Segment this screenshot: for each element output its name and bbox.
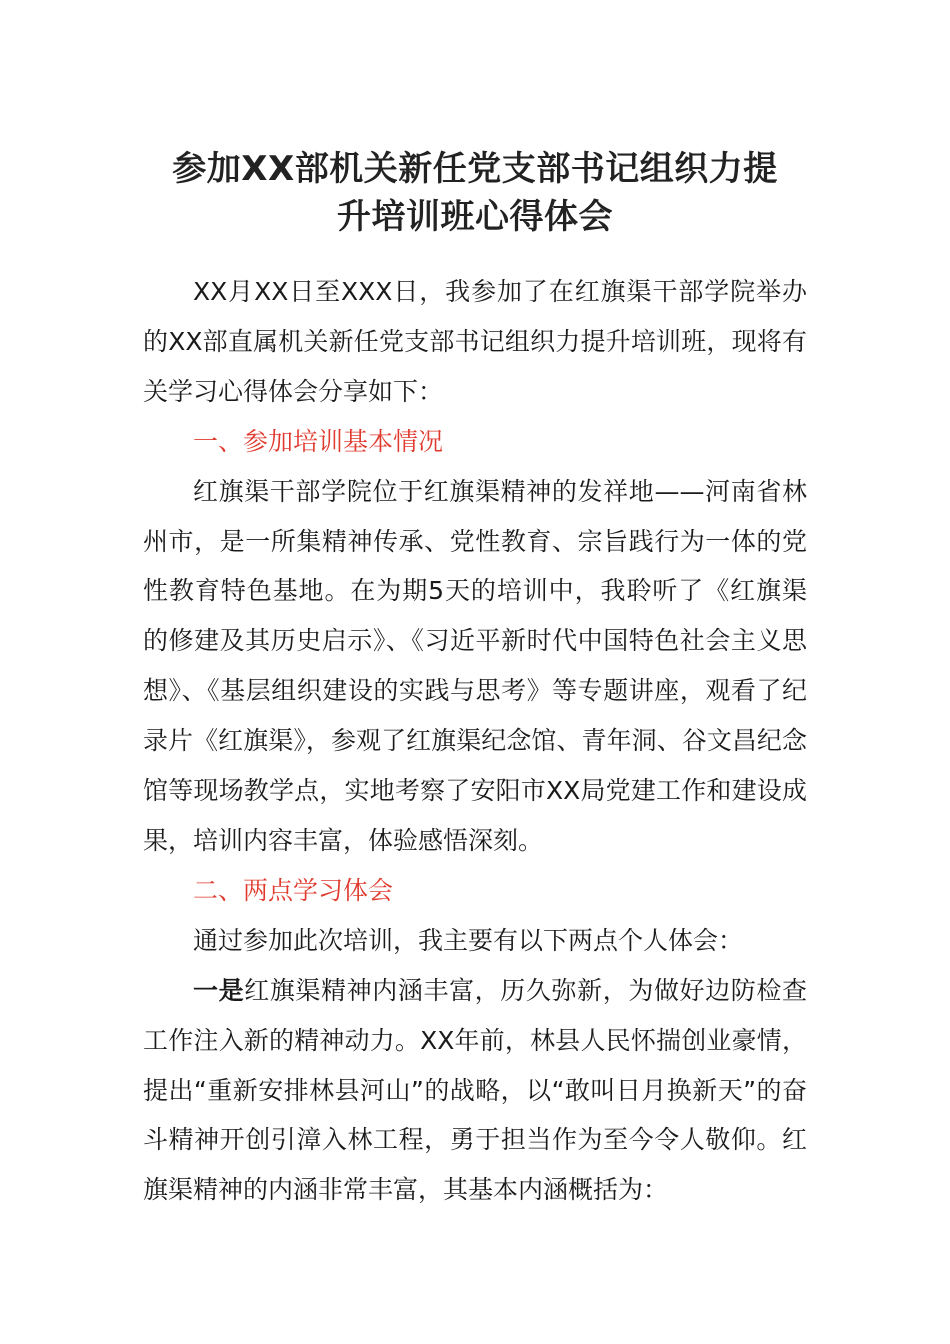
section-2-intro-paragraph: 通过参加此次培训，我主要有以下两点个人体会： <box>193 925 744 955</box>
point-1-text: 红旗渠精神内涵丰富，历久弥新，为做好边防检查工作注入新的精神动力。XX年前，林县人民怀揣创业豪情，提出“重新安排林县河山”的战略，以“敢叫日月换新天”的奋斗精神开创引漳入林工程，勇于担当作为至今令人敬仰。红旗渠精神的内涵非常丰富，其基本内涵概括为： <box>143 975 807 1205</box>
point-1-lead: 一是 <box>193 975 245 1005</box>
intro-paragraph: XX月XX日至XXX日，我参加了在红旗渠干部学院举办的XX部直属机关新任党支部书记组织力提升培训班，现将有关学习心得体会分享如下： <box>143 277 807 406</box>
document-body <box>143 267 807 1215</box>
section-1-paragraph: 红旗渠干部学院位于红旗渠精神的发祥地——河南省林州市，是一所集精神传承、党性教育、宗旨践行为一体的党性教育特色基地。在为期5天的培训中，我聆听了《红旗渠的修建及其历史启示》、《习近平新时代中国特色社会主义思想》、《基层组织建设的实践与思考》等专题讲座，观看了纪录片《红旗渠》，参观了红旗渠纪念馆、青年洞、谷文昌纪念馆等现场教学点，实地考察了安阳市XX局党建工作和建设成果，培训内容丰富，体验感悟深刻。 <box>143 476 807 855</box>
document-title-line-2: 升培训班心得体会 <box>337 197 613 237</box>
point-1-paragraph <box>143 966 807 1216</box>
section-1-heading: 一、参加培训基本情况 <box>193 426 444 456</box>
document-title <box>143 145 807 241</box>
section-2-heading: 二、两点学习体会 <box>193 875 394 905</box>
document-title-line-1: 参加XX部机关新任党支部书记组织力提 <box>172 149 778 189</box>
